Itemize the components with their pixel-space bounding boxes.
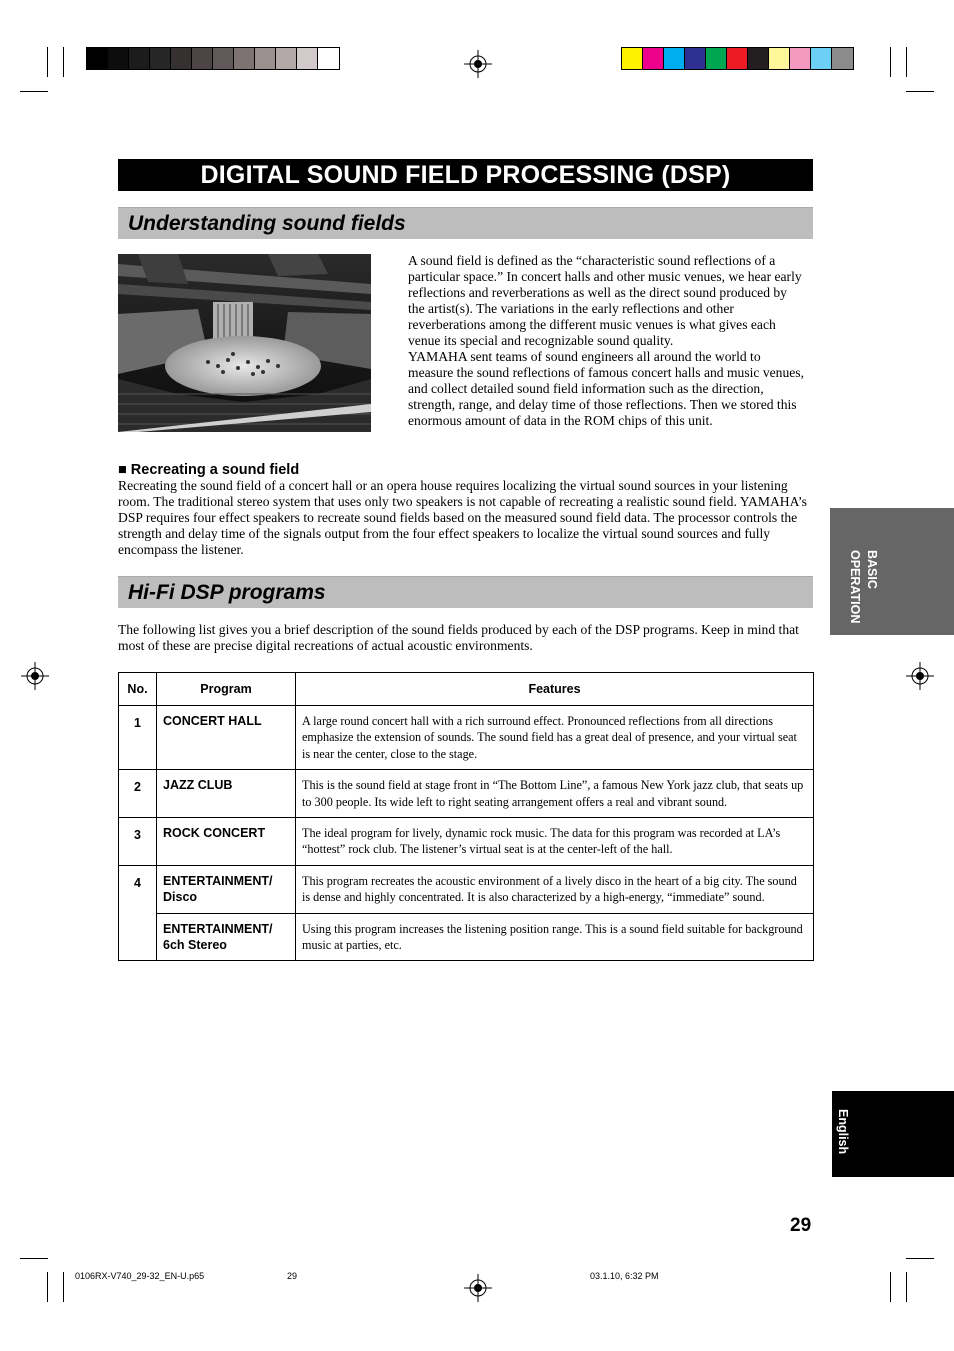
recreating-text: Recreating the sound field of a concert hall or an opera house requires localizing the virtual sound sources in your listening room. The traditional stereo system that uses only two speakers is not capable of recreating a realistic sound field. YAMAHA’s DSP requires four effect speakers to recreate sound fields based on the measured sound field data. The processor controls the strength and delay time of the signals output from the four effect speakers to localize the virtual sound sources and fully encompass the listener. <box>118 478 807 557</box>
program-number: 4 <box>119 865 157 961</box>
color-swatch <box>213 48 234 69</box>
color-swatch <box>87 48 108 69</box>
color-swatch <box>318 48 339 69</box>
side-tab-label: English <box>836 1109 850 1155</box>
color-swatch <box>706 48 727 69</box>
color-swatch <box>276 48 297 69</box>
color-swatch <box>171 48 192 69</box>
table-row <box>119 865 814 913</box>
understanding-paragraph-2: YAMAHA sent teams of sound engineers all around the world to measure the sound reflections of famous concert halls and music venues, and collect detailed sound field information such as the direction, strength, range, and delay time of those reflections. Then we stored this enormous amount of data in the ROM chips of this unit. <box>408 349 804 428</box>
table-row <box>119 818 814 866</box>
side-tab-english <box>832 1091 954 1177</box>
program-number: 3 <box>119 818 157 866</box>
program-features: This is the sound field at stage front in “The Bottom Line”, a famous New York jazz club, that seats up to 300 people. Its wide left to right seating arrangement offers a real and vibrant sound. <box>296 770 814 818</box>
program-name: ROCK CONCERT <box>157 818 296 866</box>
color-swatch <box>108 48 129 69</box>
page-title: DIGITAL SOUND FIELD PROCESSING (DSP) <box>118 159 813 191</box>
program-name-line: Disco <box>163 889 198 904</box>
recreating-heading-text: Recreating a sound field <box>130 462 300 478</box>
section-header-understanding <box>118 207 813 239</box>
color-swatch <box>255 48 276 69</box>
program-features: This program recreates the acoustic environment of a lively disco in the heart of a big city. The sound is dense and highly concentrated. It is also characterized by a high-energy, “immediate” sound. <box>296 865 814 913</box>
color-swatch <box>192 48 213 69</box>
table-row <box>119 770 814 818</box>
bullet-square-icon: ■ <box>118 462 127 478</box>
color-swatch <box>811 48 832 69</box>
understanding-text <box>408 253 804 429</box>
color-swatch <box>664 48 685 69</box>
program-name <box>157 913 296 961</box>
concert-hall-photo <box>118 254 371 432</box>
color-swatch <box>297 48 318 69</box>
color-swatch <box>129 48 150 69</box>
color-swatch <box>790 48 811 69</box>
color-swatch <box>622 48 643 69</box>
program-number: 1 <box>119 706 157 770</box>
program-features: A large round concert hall with a rich surround effect. Pronounced reflections from all directions emphasize the extension of sounds. The sound field has a great deal of presence, and your virtual seat is near the center, close to the stage. <box>296 706 814 770</box>
table-header-row <box>119 673 814 706</box>
color-swatch <box>685 48 706 69</box>
side-tab-label-line2: OPERATION <box>848 550 862 624</box>
column-header-program: Program <box>157 673 296 706</box>
registration-mark-top <box>464 50 492 78</box>
program-name <box>157 865 296 913</box>
grayscale-color-bar <box>86 47 340 70</box>
program-features: The ideal program for lively, dynamic rock music. The data for this program was recorded at LA’s “hottest” rock club. The listener’s virtual seat is at the center-left of the hall. <box>296 818 814 866</box>
program-name-line: ENTERTAINMENT/ <box>163 873 273 888</box>
footer-timestamp: 03.1.10, 6:32 PM <box>590 1271 659 1281</box>
registration-mark-bottom <box>464 1274 492 1302</box>
table-row <box>119 706 814 770</box>
column-header-features: Features <box>296 673 814 706</box>
side-tab-label-line1: BASIC <box>865 550 879 589</box>
program-name-line: ENTERTAINMENT/ <box>163 921 273 936</box>
registration-mark-left <box>21 662 49 690</box>
color-swatch <box>769 48 790 69</box>
section-title: Understanding sound fields <box>128 212 406 235</box>
dsp-programs-table <box>118 672 814 961</box>
registration-mark-right <box>906 662 934 690</box>
table-row <box>119 913 814 961</box>
program-name: CONCERT HALL <box>157 706 296 770</box>
footer-file: 0106RX-V740_29-32_EN-U.p65 <box>75 1271 205 1281</box>
color-swatch <box>748 48 769 69</box>
color-swatch <box>643 48 664 69</box>
section-title: Hi-Fi DSP programs <box>128 581 326 604</box>
recreating-heading <box>118 462 299 478</box>
color-swatch <box>234 48 255 69</box>
column-header-no: No. <box>119 673 157 706</box>
color-swatch <box>150 48 171 69</box>
understanding-paragraph-1: A sound field is defined as the “characteristic sound reflections of a particular space.” In concert halls and other music venues, we hear early reflections and reverberations as well as the direct sound produced by the artist(s). The variations in the early reflections and other reverberations among the different music venues is what gives each venue its special and recognizable sound quality. <box>408 253 802 348</box>
color-swatch <box>832 48 853 69</box>
program-number: 2 <box>119 770 157 818</box>
process-color-bar <box>621 47 854 70</box>
program-name-line: 6ch Stereo <box>163 937 227 952</box>
footer-page: 29 <box>287 1271 298 1281</box>
program-features: Using this program increases the listening position range. This is a sound field suitable for background music at parties, etc. <box>296 913 814 961</box>
section-header-hifi <box>118 576 813 608</box>
hifi-intro: The following list gives you a brief description of the sound fields produced by each of the DSP programs. Keep in mind that most of these are precise digital recreations of actual acoustic environments. <box>118 622 799 653</box>
color-swatch <box>727 48 748 69</box>
page-number: 29 <box>790 1215 812 1236</box>
program-name: JAZZ CLUB <box>157 770 296 818</box>
side-tab-basic-operation <box>830 508 954 635</box>
